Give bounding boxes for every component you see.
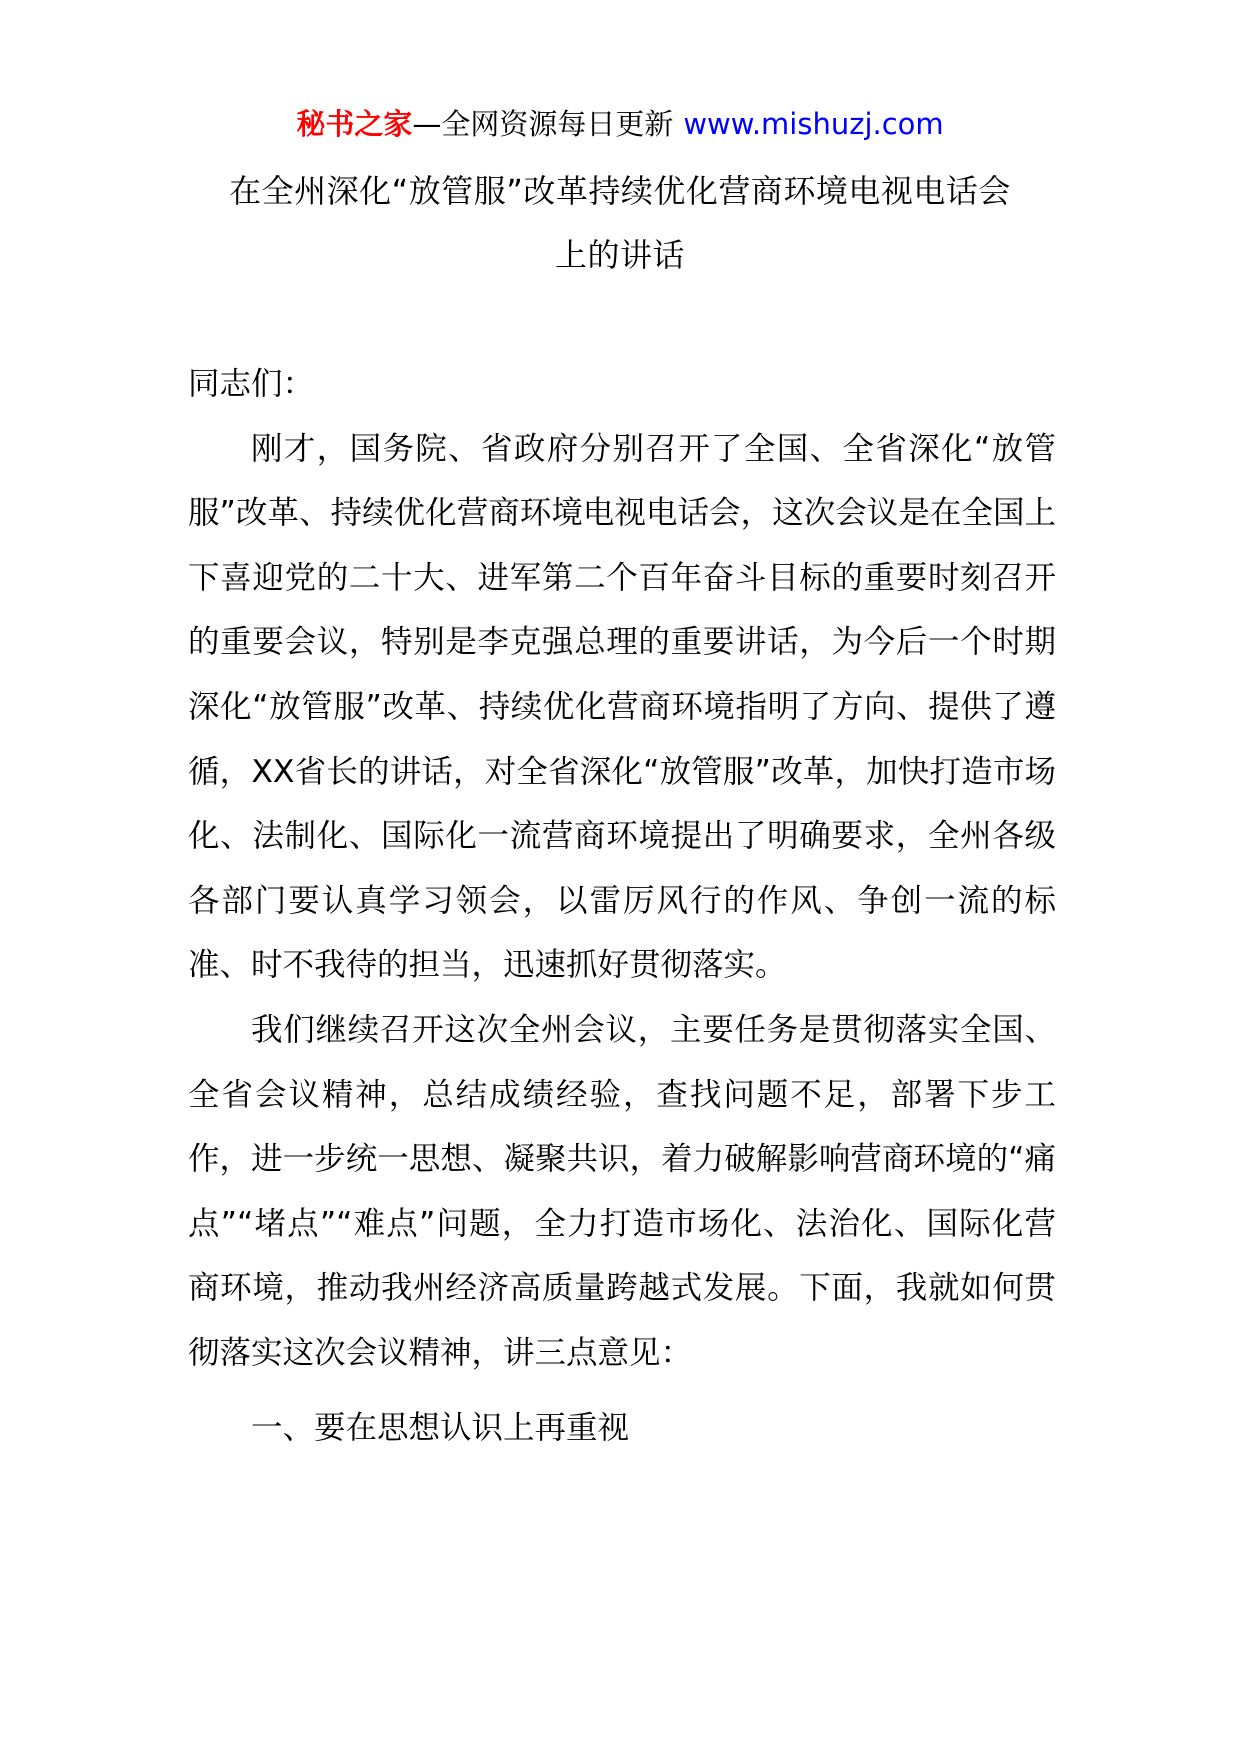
document-body	[188, 352, 1056, 1460]
brand-name: 秘书之家	[296, 107, 413, 141]
site-url-link[interactable]: www.mishuzj.com	[683, 107, 944, 141]
section-heading-1: 一、要在思想认识上再重视	[251, 1409, 630, 1446]
salutation: 同志们：	[188, 366, 315, 402]
body-paragraph-2: 我们继续召开这次全州会议，主要任务是贯彻落实全国、全省会议精神，总结成绩经验，查找问题不足，部署下步工作，进一步统一思想、凝聚共识，着力破解影响营商环境的“痛点”“堵点”“难点”问题，全力打造市场化、法治化、国际化营商环境，推动我州经济高质量跨越式发展。下面，我就如何贯彻落实这次会议精神，讲三点意见：	[188, 1011, 1056, 1371]
document-title-line-2: 上的讲话	[554, 236, 685, 274]
document-title-line-1: 在全州深化“放管服”改革持续优化营商环境电视电话会	[229, 172, 1011, 210]
body-paragraph-1: 刚才，国务院、省政府分别召开了全国、全省深化“放管服”改革、持续优化营商环境电视电话会，这次会议是在全国上下喜迎党的二十大、进军第二个百年奋斗目标的重要时刻召开的重要会议，特别是李克强总理的重要讲话，为今后一个时期深化“放管服”改革、持续优化营商环境指明了方向、提供了遵循，XX省长的讲话，对全省深化“放管服”改革，加快打造市场化、法制化、国际化一流营商环境提出了明确要求，全州各级各部门要认真学习领会，以雷厉风行的作风、争创一流的标准、时不我待的担当，迅速抓好贯彻落实。	[188, 430, 1056, 984]
header-tagline: —全网资源每日更新	[412, 107, 674, 141]
site-header-banner	[0, 104, 1240, 144]
